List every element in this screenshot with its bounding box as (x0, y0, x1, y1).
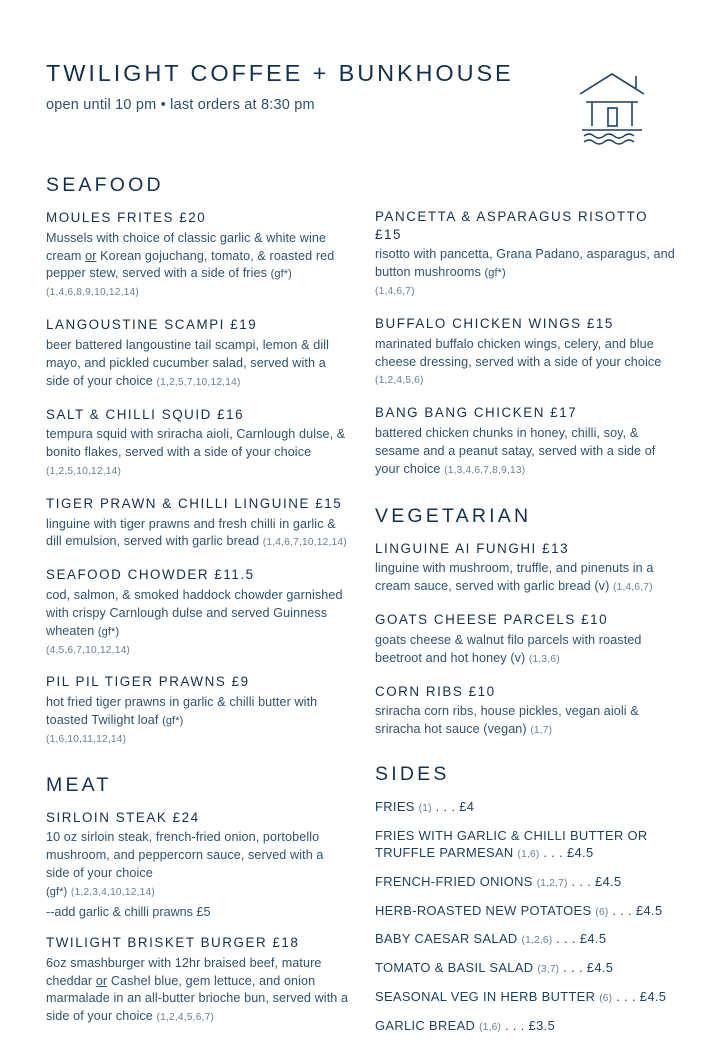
desc-part-a: sriracha corn ribs, house pickles, vegan aioli & sriracha hot sauce (vegan) (375, 704, 639, 737)
side-item-price: . . . £4.5 (608, 902, 663, 918)
allergen-codes: (1,4,6,7,10,12,14) (262, 537, 347, 549)
side-item-name: FRIES WITH GARLIC & CHILLI BUTTER OR TRUFFLE PARMESAN (375, 827, 648, 861)
side-item-name: BABY CAESAR SALAD (375, 931, 522, 947)
menu-item-description (46, 694, 349, 748)
allergen-codes: (1,4,6,7) (375, 286, 415, 298)
allergen-codes: (1,6) (479, 1021, 502, 1033)
allergen-codes: (6) (599, 992, 613, 1004)
menu-item-description (375, 425, 678, 479)
side-item-name: FRENCH-FRIED ONIONS (375, 873, 537, 889)
menu-item-description (46, 230, 349, 302)
menu-item (375, 540, 678, 596)
allergen-codes: (1,2,7) (536, 877, 568, 889)
allergen-codes: (1,6,10,11,12,14) (46, 733, 127, 745)
menu-item-name: SEAFOOD CHOWDER £11.5 (46, 567, 255, 583)
boathouse-logo-icon (572, 68, 652, 146)
menu-item (375, 404, 678, 478)
menu-item (46, 406, 349, 480)
side-item-price: . . . £4.5 (539, 845, 594, 861)
menu-item (46, 566, 349, 658)
desc-part-a: battered chicken chunks in honey, chilli, soy, & sesame and a peanut satay, served with a side of your choice (375, 426, 656, 476)
side-item (375, 873, 678, 891)
menu-item-name: TIGER PRAWN & CHILLI LINGUINE £15 (46, 495, 343, 511)
menu-item-name: MOULES FRITES £20 (46, 210, 207, 225)
desc-part-a: 10 oz sirloin steak, french-fried onion, portobello mushroom, and peppercorn sauce, served with a side of your choice (46, 830, 324, 881)
desc-part-a: 6oz smashburger with 12hr braised beef, mature cheddar (46, 955, 322, 988)
page-title: TWILIGHT COFFEE + BUNKHOUSE (46, 60, 514, 86)
menu-item-description (375, 703, 678, 739)
allergen-codes: (1,2,3,4,10,12,14) (70, 887, 155, 899)
allergen-codes: (1) (418, 802, 432, 814)
allergen-codes: (4,5,6,7,10,12,14) (46, 644, 131, 656)
side-item-price: . . . £4.5 (612, 988, 667, 1004)
allergen-codes: (1,2,4,5,6) (375, 375, 424, 387)
gluten-free-note: (gf*) (270, 268, 292, 281)
menu-header (46, 60, 678, 156)
section-title-sides: SIDES (375, 762, 450, 785)
allergen-codes: (1,6) (517, 849, 540, 861)
menu-item (46, 809, 349, 919)
section-title-meat: MEAT (46, 773, 112, 796)
desc-part-a: tempura squid with sriracha aioli, Carnlough dulse, & bonito flakes, served with a side of your choice (46, 427, 346, 460)
side-item (375, 798, 678, 816)
menu-item-name: LANGOUSTINE SCAMPI £19 (46, 317, 258, 333)
side-item (375, 1017, 678, 1035)
menu-item (375, 683, 678, 739)
menu-item (46, 209, 349, 301)
allergen-codes: (1,7) (530, 725, 553, 737)
menu-item-name: PIL PIL TIGER PRAWNS £9 (46, 674, 250, 690)
side-item-name: SEASONAL VEG IN HERB BUTTER (375, 988, 600, 1004)
desc-emphasis: or (85, 248, 97, 263)
menu-item-description (375, 246, 678, 300)
menu-item-name: LINGUINE AI FUNGHI £13 (375, 540, 570, 556)
desc-part-b: Cashel blue, gem lettuce, and onion marmalade in an all-butter brioche bun, served with a side of your choice (46, 973, 349, 1024)
menu-item (375, 208, 678, 300)
desc-part-a: cod, salmon, & smoked haddock chowder garnished with crispy Carnlough dulse and served Guinness wheaten (46, 587, 343, 638)
side-item-price: . . . £3.5 (501, 1017, 556, 1033)
side-item (375, 959, 678, 977)
side-item-name: HERB-ROASTED NEW POTATOES (375, 902, 596, 918)
menu-item (46, 934, 349, 1026)
menu-item-description (46, 516, 349, 552)
desc-part-a: linguine with tiger prawns and fresh chilli in garlic & dill emulsion, served with garlic bread (46, 516, 336, 549)
menu-item-description (46, 587, 349, 659)
side-item-price: . . . £4.5 (552, 931, 607, 947)
desc-part-a: hot fried tiger prawns in garlic & chilli butter with toasted Twilight loaf (46, 695, 318, 727)
side-item-name: TOMATO & BASIL SALAD (375, 960, 538, 976)
side-item (375, 988, 678, 1006)
allergen-codes: (1,2,4,5,6,7) (156, 1012, 215, 1024)
desc-part-a: linguine with mushroom, truffle, and pinenuts in a cream sauce, served with garlic bread (v) (375, 561, 654, 594)
menu-item (375, 611, 678, 667)
menu-item-name: SALT & CHILLI SQUID £16 (46, 406, 245, 422)
allergen-codes: (3,7) (537, 964, 560, 976)
allergen-codes: (1,2,6) (521, 935, 553, 947)
menu-item-name: SIRLOIN STEAK £24 (46, 809, 200, 825)
desc-part-a: goats cheese & walnut filo parcels with roasted beetroot and hot honey (v) (375, 632, 642, 665)
allergen-codes: (1,3,4,6,7,8,9,13) (444, 464, 526, 476)
opening-hours: open until 10 pm • last orders at 8:30 pm (46, 97, 315, 113)
allergen-codes: (1,2,5,7,10,12,14) (156, 376, 241, 388)
allergen-codes: (6) (595, 906, 609, 918)
menu-item-name: BUFFALO CHICKEN WINGS £15 (375, 316, 614, 331)
side-item-name: GARLIC BREAD (375, 1017, 480, 1033)
menu-item-description (46, 337, 349, 391)
side-item (375, 902, 678, 920)
allergen-codes: (1,3,6) (528, 653, 560, 665)
menu-item-name: BANG BANG CHICKEN £17 (375, 405, 578, 421)
menu-column-left (46, 174, 349, 1045)
allergen-codes: (1,4,6,8,9,10,12,14) (46, 287, 139, 299)
menu-item-description (375, 560, 678, 596)
menu-item-description (375, 336, 678, 390)
menu-columns (46, 174, 678, 1045)
side-item-name: FRIES (375, 798, 419, 814)
menu-column-right (375, 174, 678, 1045)
side-item-price: . . . £4 (431, 798, 475, 814)
menu-item-name: GOATS CHEESE PARCELS £10 (375, 612, 609, 628)
menu-item (46, 495, 349, 551)
menu-item-description (46, 955, 349, 1027)
side-item (375, 930, 678, 948)
section-title-vegetarian: VEGETARIAN (375, 504, 532, 527)
desc-part-b: Korean gojuchang, tomato, & roasted red pepper stew, served with a side of fries (46, 248, 335, 281)
section-title-seafood: SEAFOOD (46, 174, 164, 196)
allergen-codes: (1,2,5,10,12,14) (46, 465, 122, 477)
gluten-free-note: (gf*) (162, 715, 184, 727)
gluten-free-note: (gf*) (97, 625, 120, 638)
menu-item-description (46, 426, 349, 480)
side-item-price: . . . £4.5 (567, 873, 622, 889)
menu-item-name: PANCETTA & ASPARAGUS RISOTTO £15 (375, 209, 649, 242)
side-item-price: . . . £4.5 (559, 960, 614, 976)
desc-part-a: beer battered langoustine tail scampi, lemon & dill mayo, and pickled cucumber salad, served with a side of your choice (46, 337, 330, 388)
menu-item-addon: --add garlic & chilli prawns £5 (46, 904, 211, 919)
menu-item (46, 673, 349, 747)
gluten-free-note: (gf*) (46, 886, 68, 899)
menu-item-name: TWILIGHT BRISKET BURGER £18 (46, 934, 300, 950)
side-item (375, 827, 678, 862)
desc-part-a: marinated buffalo chicken wings, celery, and blue cheese dressing, served with a side of your choice (375, 336, 662, 369)
menu-item (375, 315, 678, 389)
desc-emphasis: or (95, 973, 108, 988)
menu-item-description (46, 829, 349, 901)
desc-part-a: risotto with pancetta, Grana Padano, asparagus, and button mushrooms (375, 247, 675, 280)
allergen-codes: (1,4,6,7) (612, 582, 653, 594)
menu-item-name: CORN RIBS £10 (375, 683, 496, 699)
desc-part-a: Mussels with choice of classic garlic & white wine cream (46, 230, 327, 263)
gluten-free-note: (gf*) (484, 267, 506, 280)
menu-item-description (375, 632, 678, 668)
menu-item (46, 316, 349, 390)
